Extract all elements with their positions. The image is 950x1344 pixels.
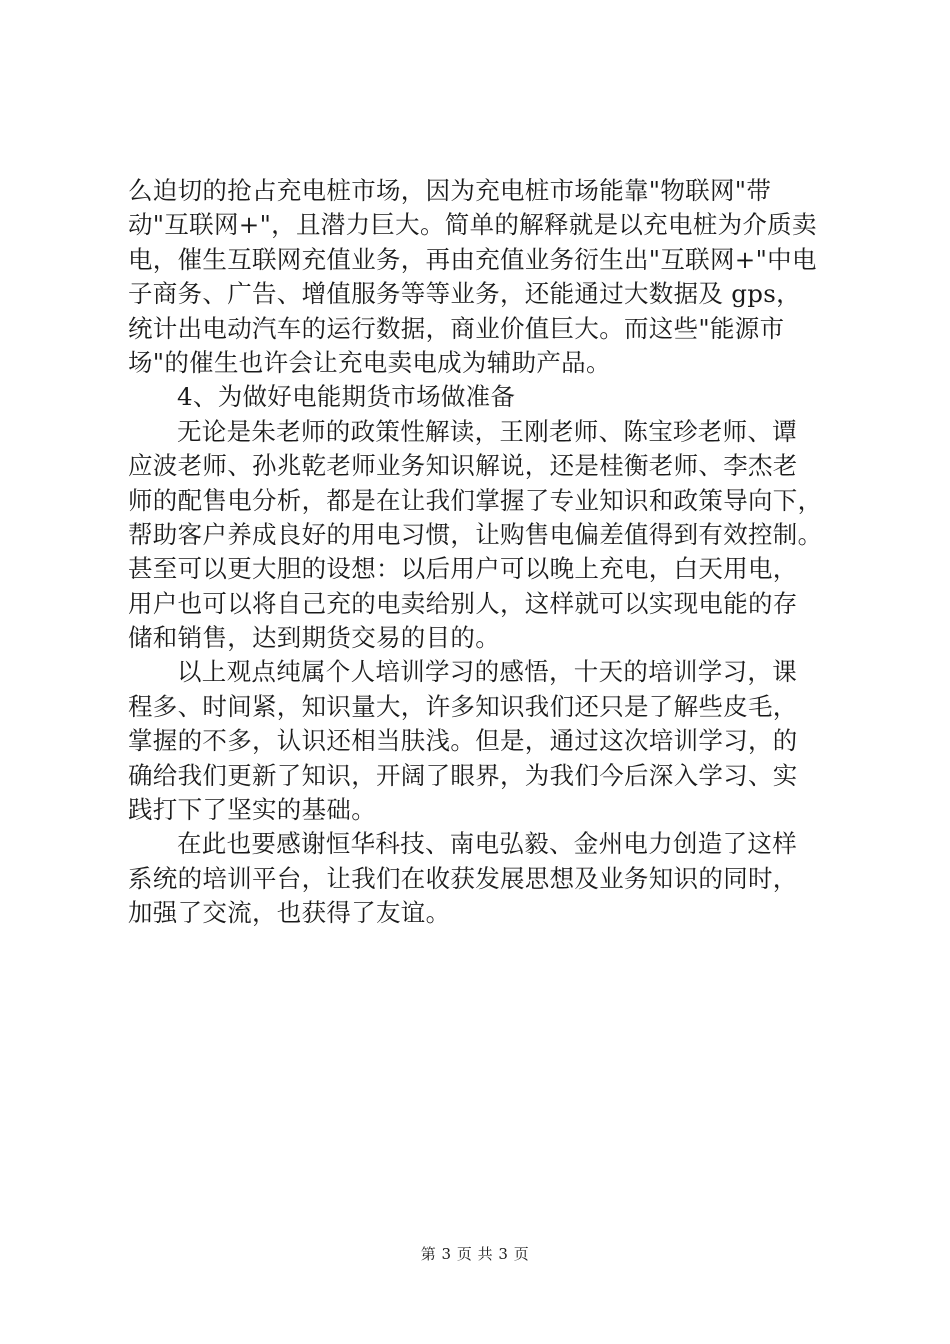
section-heading: 4、为做好电能期货市场做准备	[177, 382, 516, 412]
text-line: 统计出电动汽车的运行数据，商业价值巨大。而这些"能源市	[128, 313, 785, 343]
text-line: 应波老师、孙兆乾老师业务知识解说，还是桂衡老师、李杰老	[128, 451, 798, 481]
text-line: 确给我们更新了知识，开阔了眼界，为我们今后深入学习、实	[128, 760, 798, 790]
text-line: 电，催生互联网充值业务，再由充值业务衍生出"互联网+"中电	[128, 244, 817, 274]
text-line: 在此也要感谢恒华科技、南电弘毅、金州电力创造了这样	[177, 829, 797, 859]
text-line: 么迫切的抢占充电桩市场，因为充电桩市场能靠"物联网"带	[128, 176, 772, 205]
text-line: 程多、时间紧，知识量大，许多知识我们还只是了解些皮毛，	[128, 691, 798, 721]
text-line: 帮助客户养成良好的用电习惯，让购售电偏差值得到有效控制。	[128, 519, 823, 549]
text-line: 甚至可以更大胆的设想：以后用户可以晚上充电，白天用电，	[128, 554, 798, 584]
text-line: 动"互联网+"，且潜力巨大。简单的解释就是以充电桩为介质卖	[128, 210, 817, 240]
document-body	[128, 174, 833, 931]
text-line: 子商务、广告、增值服务等等业务，还能通过大数据及 gps，	[128, 279, 801, 309]
text-line: 场"的催生也许会让充电卖电成为辅助产品。	[128, 347, 611, 377]
text-line: 掌握的不多，认识还相当肤浅。但是，通过这次培训学习，的	[128, 726, 798, 756]
text-line: 系统的培训平台，让我们在收获发展思想及业务知识的同时，	[128, 863, 798, 893]
text-line: 储和销售，达到期货交易的目的。	[128, 623, 500, 653]
text-line: 以上观点纯属个人培训学习的感悟，十天的培训学习，课	[177, 657, 797, 687]
text-line: 师的配售电分析，都是在让我们掌握了专业知识和政策导向下，	[128, 485, 823, 515]
page-number-footer: 第 3 页 共 3 页	[420, 1245, 530, 1263]
text-line: 加强了交流，也获得了友谊。	[128, 898, 451, 928]
text-line: 用户也可以将自己充的电卖给别人，这样就可以实现电能的存	[128, 588, 798, 618]
text-line: 践打下了坚实的基础。	[128, 795, 376, 825]
text-line: 无论是朱老师的政策性解读，王刚老师、陈宝珍老师、谭	[177, 416, 797, 446]
